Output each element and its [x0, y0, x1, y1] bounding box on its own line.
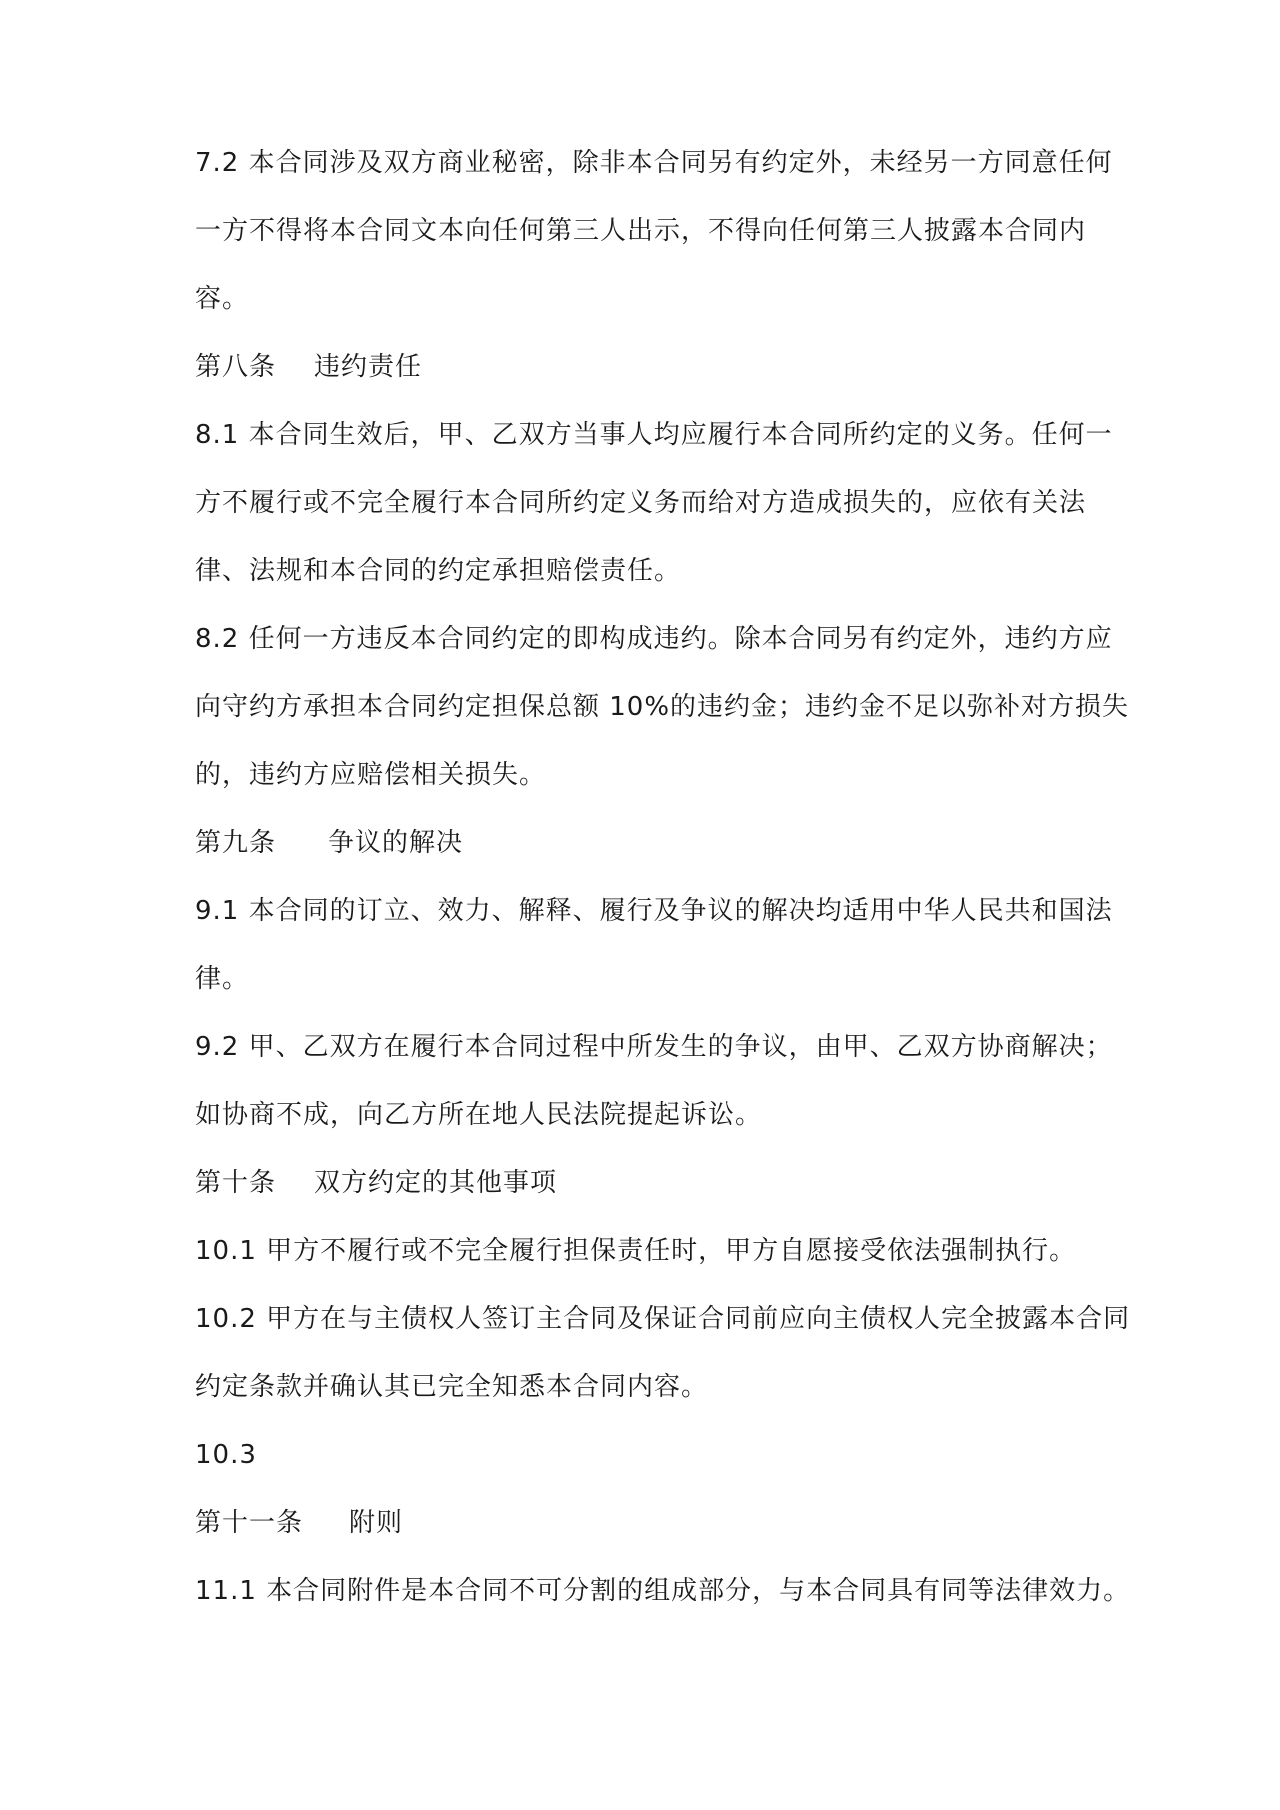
article-10-number: 第十条: [195, 1168, 277, 1198]
article-9-number: 第九条: [195, 828, 277, 858]
clause-8-2-line-2: 向守约方承担本合同约定担保总额 10%的违约金；违约金不足以弥补对方损失: [195, 692, 1130, 722]
clause-8-1-line-1: 8.1 本合同生效后，甲、乙双方当事人均应履行本合同所约定的义务。任何一: [195, 420, 1113, 450]
article-11-heading: [195, 1506, 403, 1540]
clause-9-1-line-1: 9.1 本合同的订立、效力、解释、履行及争议的解决均适用中华人民共和国法: [195, 896, 1113, 926]
clause-8-1-line-3: 律、法规和本合同的约定承担赔偿责任。: [195, 556, 682, 586]
article-8-number: 第八条: [195, 352, 277, 382]
article-9-heading: [195, 826, 463, 860]
article-11-number: 第十一条: [195, 1508, 304, 1538]
clause-8-2-line-3: 的，违约方应赔偿相关损失。: [195, 760, 547, 790]
clause-10-3: 10.3: [195, 1440, 257, 1470]
article-8-heading: [195, 350, 422, 384]
article-11-title: 附则: [349, 1508, 404, 1538]
clause-10-1: 10.1 甲方不履行或不完全履行担保责任时，甲方自愿接受依法强制执行。: [195, 1236, 1077, 1266]
article-10-title: 双方约定的其他事项: [314, 1168, 558, 1198]
clause-7-2-line-2: 一方不得将本合同文本向任何第三人出示，不得向任何第三人披露本合同内: [195, 216, 1087, 246]
article-9-title: 争议的解决: [328, 828, 464, 858]
clause-11-1: 11.1 本合同附件是本合同不可分割的组成部分，与本合同具有同等法律效力。: [195, 1576, 1131, 1606]
clause-7-2-line-1: 7.2 本合同涉及双方商业秘密，除非本合同另有约定外，未经另一方同意任何: [195, 148, 1113, 178]
article-8-title: 违约责任: [314, 352, 423, 382]
clause-8-2-line-1: 8.2 任何一方违反本合同约定的即构成违约。除本合同另有约定外，违约方应: [195, 624, 1113, 654]
clause-9-2-line-2: 如协商不成，向乙方所在地人民法院提起诉讼。: [195, 1100, 763, 1130]
clause-9-1-line-2: 律。: [195, 964, 250, 994]
clause-10-2-line-2: 约定条款并确认其已完全知悉本合同内容。: [195, 1372, 709, 1402]
clause-8-1-line-2: 方不履行或不完全履行本合同所约定义务而给对方造成损失的，应依有关法: [195, 488, 1087, 518]
clause-9-2-line-1: 9.2 甲、乙双方在履行本合同过程中所发生的争议，由甲、乙双方协商解决；: [195, 1032, 1113, 1062]
clause-7-2-line-3: 容。: [195, 284, 250, 314]
clause-10-2-line-1: 10.2 甲方在与主债权人签订主合同及保证合同前应向主债权人完全披露本合同: [195, 1304, 1131, 1334]
article-10-heading: [195, 1166, 557, 1200]
